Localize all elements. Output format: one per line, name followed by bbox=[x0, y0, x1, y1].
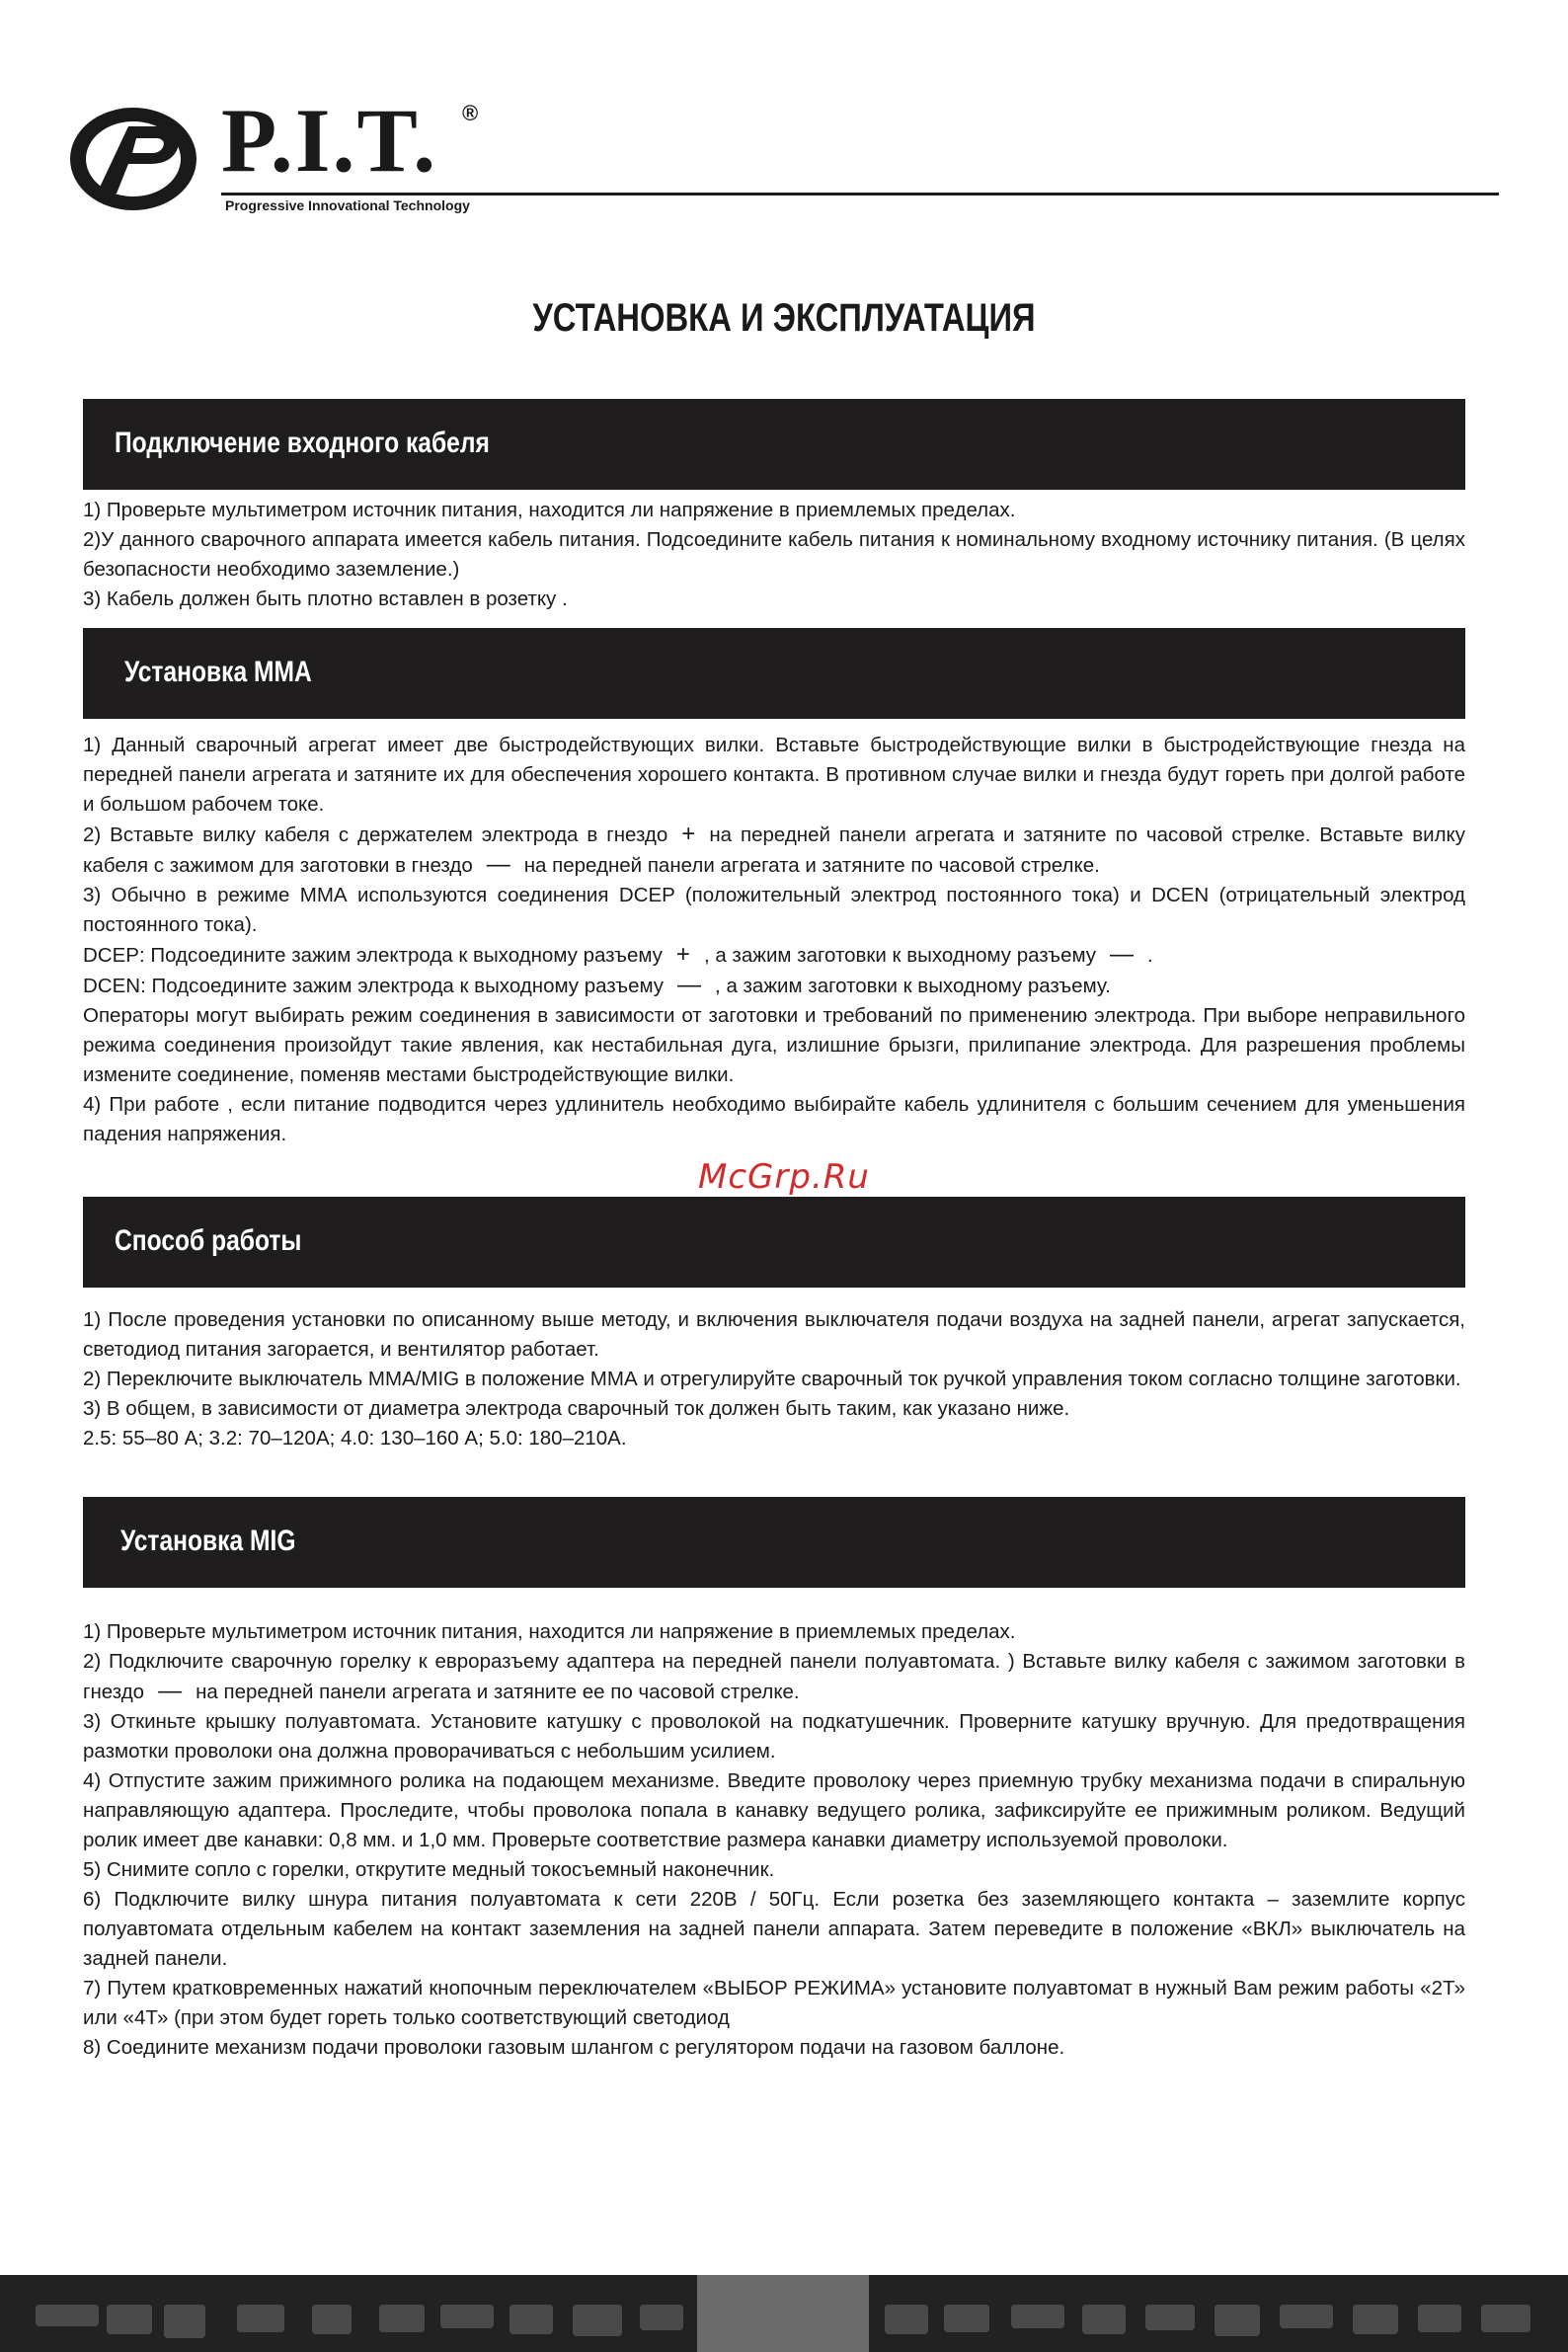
screwdriver-icon bbox=[1280, 2305, 1333, 2328]
welder-icon bbox=[1353, 2305, 1398, 2334]
hammer-icon bbox=[640, 2305, 683, 2330]
paragraph: 8) Соедините механизм подачи проволоки газовым шлангом с регулятором подачи на газовом баллоне. bbox=[83, 2036, 1065, 2059]
minus-symbol: — bbox=[1110, 941, 1135, 968]
case-icon bbox=[379, 2305, 425, 2332]
paragraph: 4) При работе , если питание подводится через удлинитель необходимо выбирайте кабель удлинителя с большим сечением для уменьшения падения напряжения. bbox=[83, 1093, 1465, 1145]
paragraph: 1) Проверьте мультиметром источник питания, находится ли напряжение в приемлемых пределах. bbox=[83, 499, 1016, 521]
paragraph: 3) Кабель должен быть плотно вставлен в розетку . bbox=[83, 588, 568, 610]
paragraph: 1) Данный сварочный агрегат имеет две быстродействующих вилки. Вставьте быстродействующие вилки в быстродействующие гнезда на передней панели агрегата и затяните их для обеспечения хорошего контакта. В противном случае вилки и гнезда будут гореть при долгой работе и большом рабочем токе. bbox=[83, 734, 1465, 816]
section-header-input-cable bbox=[83, 399, 1465, 490]
section-header-mig bbox=[83, 1497, 1465, 1588]
header-divider bbox=[221, 193, 1499, 196]
plus-symbol: + bbox=[681, 821, 696, 847]
paragraph: 2) Подключите сварочную горелку к евроразъему адаптера на передней панели полуавтомата. ) Вставьте вилку кабеля с зажимом заготовки в гнездо — на передней панели агрегата и затяните ее по часовой стрелке. bbox=[83, 1650, 1465, 1704]
paragraph: 3) В общем, в зависимости от диаметра электрода сварочный ток должен быть таким, как указано ниже. bbox=[83, 1397, 1070, 1420]
screwdriver-icon bbox=[510, 2305, 553, 2334]
paragraph: DCEN: Подсоедините зажим электрода к выходному разъему — , а зажим заготовки к выходному разъему. bbox=[83, 972, 1111, 998]
paragraph: DCEP: Подсоедините зажим электрода к выходному разъему + , а зажим заготовки к выходному разъему — . bbox=[83, 941, 1153, 968]
paragraph: 2)У данного сварочного аппарата имеется кабель питания. Подсоедините кабель питания к номинальному входному источнику питания. (В целях безопасности необходимо заземление.) bbox=[83, 528, 1465, 581]
compressor-icon bbox=[573, 2305, 622, 2336]
section-body-input-cable bbox=[83, 496, 1465, 614]
brand-name: P.I.T. bbox=[221, 90, 438, 191]
pit-logo-icon bbox=[67, 103, 200, 215]
paragraph: 1) Проверьте мультиметром источник питания, находится ли напряжение в приемлемых пределах. bbox=[83, 1620, 1016, 1643]
paragraph: 3) Откиньте крышку полуавтомата. Установите катушку с проволокой на подкатушечник. Проверните катушку вручную. Для предотвращения размотки проволоки она должна проворачиваться с небольшим усилием. bbox=[83, 1710, 1465, 1763]
section-title: Установка ММА bbox=[124, 656, 312, 688]
paragraph: 5) Снимите сопло с горелки, открутите медный токосъемный наконечник. bbox=[83, 1858, 775, 1881]
paragraph: 7) Путем кратковременных нажатий кнопочным переключателем «ВЫБОР РЕЖИМА» установите полуавтомат в нужный Вам режим работы «2Т» или «4Т» (при этом будет гореть только соответствующий светодиод bbox=[83, 1977, 1465, 2029]
minus-symbol: — bbox=[486, 851, 510, 878]
footer-page-marker bbox=[697, 2275, 869, 2352]
drill-icon bbox=[1145, 2305, 1195, 2330]
mixer-icon bbox=[944, 2305, 989, 2332]
paragraph: 2) Переключите выключатель ММА/MIG в положение ММА и отрегулируйте сварочный ток ручкой управления током согласно толщине заготовки. bbox=[83, 1368, 1461, 1390]
mixer-icon bbox=[237, 2305, 284, 2332]
section-title: Способ работы bbox=[115, 1224, 302, 1257]
section-title: Подключение входного кабеля bbox=[115, 427, 490, 459]
minus-symbol: — bbox=[677, 972, 702, 998]
drill-icon bbox=[36, 2305, 99, 2326]
paragraph: 2) Вставьте вилку кабеля с держателем электрода в гнездо + на передней панели агрегата и затяните по часовой стрелке. Вставьте вилку кабеля с зажимом для заготовки в гнездо — на передней панели агрегата и затяните по часовой стрелке. bbox=[83, 821, 1466, 878]
grinder-icon bbox=[1011, 2305, 1064, 2328]
page-title: УСТАНОВКА И ЭКСПЛУАТАЦИЯ bbox=[532, 296, 1036, 340]
section-title: Установка MIG bbox=[120, 1525, 296, 1557]
brand-tagline: Progressive Innovational Technology bbox=[225, 197, 470, 213]
section-body-mma bbox=[83, 731, 1465, 1149]
paragraph: 2.5: 55–80 А; 3.2: 70–120А; 4.0: 130–160 А; 5.0: 180–210А. bbox=[83, 1427, 627, 1450]
mower-icon bbox=[312, 2305, 352, 2334]
paragraph: 3) Обычно в режиме ММА используются соединения DCEP (положительный электрод постоянного тока) и DCEN (отрицательный электрод постоянного тока). bbox=[83, 884, 1465, 936]
plus-symbol: + bbox=[675, 941, 690, 968]
section-header-mma bbox=[83, 628, 1465, 719]
paragraph: Операторы могут выбирать режим соединения в зависимости от заготовки и требований по применению электрода. При выборе неправильного режима соединения произойдут такие явления, как нестабильная дуга, излишние брызги, прилипание электрода. Для разрешения проблемы измените соединение, поменяв местами быстродействующие вилки. bbox=[83, 1004, 1465, 1086]
watermark: McGrp.Ru bbox=[698, 1157, 870, 1197]
saw-icon bbox=[1082, 2305, 1126, 2334]
paragraph: 6) Подключите вилку шнура питания полуавтомата к сети 220В / 50Гц. Если розетка без заземляющего контакта – заземлите корпус полуавтомата отдельным кабелем на контакт заземления на задней панели аппарата. Затем переведите в положение «ВКЛ» выключатель на задней панели. bbox=[83, 1888, 1465, 1970]
footer-tool-strip bbox=[0, 2275, 1568, 2352]
grinder-icon bbox=[440, 2305, 494, 2328]
paragraph: 4) Отпустите зажим прижимного ролика на подающем механизме. Введите проволоку через приемную трубку механизма подачи в спиральную направляющую адаптера. Проследите, чтобы проволока попала в канавку ведущего ролика, зафиксируйте ее прижимным роликом. Ведущий ролик имеет две канавки: 0,8 мм. и 1,0 мм. Проверьте соответствие размера канавки диаметру используемой проволоки. bbox=[83, 1769, 1465, 1851]
paragraph: 1) После проведения установки по описанному выше методу, и включения выключателя подачи воздуха на задней панели, агрегат запускается, светодиод питания загорается, и вентилятор работает. bbox=[83, 1308, 1465, 1361]
minus-symbol: — bbox=[158, 1678, 183, 1704]
section-body-mig bbox=[83, 1617, 1465, 2063]
compressor-icon bbox=[1215, 2305, 1260, 2336]
mower-icon bbox=[1481, 2305, 1530, 2332]
registered-mark: ® bbox=[462, 101, 479, 125]
welder-icon bbox=[164, 2305, 205, 2338]
section-header-operation bbox=[83, 1197, 1465, 1288]
hammer-icon bbox=[1418, 2305, 1461, 2332]
saw-icon bbox=[107, 2305, 152, 2334]
generator-icon bbox=[885, 2305, 928, 2334]
section-body-operation bbox=[83, 1305, 1465, 1453]
